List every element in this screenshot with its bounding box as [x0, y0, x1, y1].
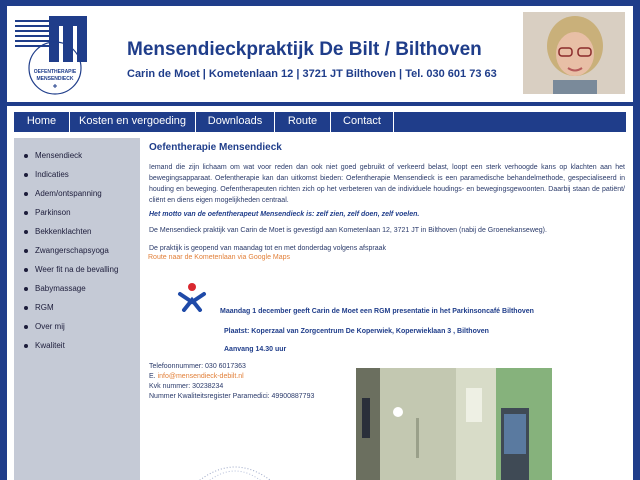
rgm-figure-icon: [176, 282, 208, 312]
sidebar-item-label: Kwaliteit: [35, 341, 65, 350]
sidebar-item-label: Bekkenklachten: [35, 227, 92, 236]
event-line-2: Plaatst: Koperzaal van Zorgcentrum De Koperwiek, Koperwieklaan 3 , Bilthoven: [224, 328, 489, 335]
sidebar-item-indicaties[interactable]: [14, 165, 140, 184]
bullet-icon: [24, 268, 28, 272]
motto-text: Het motto van de oefentherapeut Mensendieck is: zelf zien, zelf doen, zelf voelen.: [149, 211, 420, 218]
sidebar-item-over-mij[interactable]: [14, 317, 140, 336]
bullet-icon: [24, 173, 28, 177]
contact-details: [149, 362, 314, 402]
mensendieck-logo[interactable]: [13, 12, 97, 96]
sidebar-item-bekkenklachten[interactable]: [14, 222, 140, 241]
main-content: [148, 138, 628, 480]
sidebar-item-mensendieck[interactable]: [14, 146, 140, 165]
bullet-icon: [24, 344, 28, 348]
nav-home[interactable]: Home: [14, 112, 70, 132]
page-title: Oefentherapie Mensendieck: [149, 142, 282, 153]
nav-downloads[interactable]: Downloads: [196, 112, 275, 132]
kvk-number: Kvk nummer: 30238234: [149, 383, 224, 390]
kwaliteit-number: Nummer Kwaliteitsregister Paramedici: 49900887793: [149, 393, 315, 400]
sidebar-item-label: Mensendieck: [35, 151, 83, 160]
svg-text:MENSENDIECK: MENSENDIECK: [36, 76, 74, 82]
bullet-icon: [24, 230, 28, 234]
sidebar-item-kwaliteit[interactable]: [14, 336, 140, 355]
sidebar-item-label: Parkinson: [35, 208, 71, 217]
sidebar-item-weer-fit[interactable]: [14, 260, 140, 279]
bullet-icon: [24, 154, 28, 158]
page-body: [7, 106, 633, 480]
sidebar-item-label: Weer fit na de bevalling: [35, 265, 119, 274]
site-header: [7, 6, 633, 102]
decorative-swirl: [190, 456, 280, 480]
email-link[interactable]: info@mensendieck-debilt.nl: [157, 373, 244, 380]
event-announcement: [148, 278, 628, 358]
route-link[interactable]: Route naar de Kometenlaan via Google Maps: [148, 254, 291, 261]
bullet-icon: [24, 249, 28, 253]
nav-route[interactable]: Route: [275, 112, 331, 132]
sidebar-item-label: Babymassage: [35, 284, 86, 293]
bullet-icon: [24, 287, 28, 291]
sidebar-menu: [14, 138, 140, 480]
sidebar-item-zwangerschapsyoga[interactable]: [14, 241, 140, 260]
phone-number: Telefoonnummer: 030 6017363: [149, 363, 246, 370]
event-line-1: Maandag 1 december geeft Carin de Moet een RGM presentatie in het Parkinsoncafé Bilthoven: [220, 308, 534, 315]
sidebar-item-parkinson[interactable]: [14, 203, 140, 222]
sidebar-item-label: Adem/ontspanning: [35, 189, 102, 198]
intro-paragraph: Iemand die zijn lichaam om wat voor reden dan ook niet goed gebruikt of verkeerd belast, loopt een sterk verhoogde kans op klachten aan het bewegingsapparaat. Oefentherapie kan dan uitkomst bieden: Oefentherapie Mensendieck is een paramedische behandelmethode, gespecialiseerd in houding en beweging. Oefentherapeuten richten zich op het verbeteren van de individuele houdings- en bewegingsgewoonten. Daarbij staan de patiënt/ cliënt en diens eigen mogelijkheden centraal.: [149, 164, 625, 204]
sidebar-item-babymassage[interactable]: [14, 279, 140, 298]
nav-contact[interactable]: Contact: [331, 112, 394, 132]
sidebar-item-label: Zwangerschapsyoga: [35, 246, 109, 255]
bullet-icon: [24, 192, 28, 196]
sidebar-item-label: Over mij: [35, 322, 65, 331]
hours-paragraph: De praktijk is geopend van maandag tot en met donderdag volgens afspraak: [149, 245, 386, 252]
email-prefix: E.: [149, 373, 156, 380]
portrait-photo: [523, 12, 625, 94]
sidebar-item-adem-ontspanning[interactable]: [14, 184, 140, 203]
site-title: Mensendieckpraktijk De Bilt / Bilthoven: [127, 39, 482, 60]
bullet-icon: [24, 211, 28, 215]
bullet-icon: [24, 325, 28, 329]
nav-kosten-en-vergoeding[interactable]: Kosten en vergoeding: [70, 112, 196, 132]
event-line-3: Aanvang 14.30 uur: [224, 346, 287, 353]
bullet-icon: [24, 306, 28, 310]
sidebar-item-rgm[interactable]: [14, 298, 140, 317]
sidebar-item-label: RGM: [35, 303, 54, 312]
svg-text:OEFENTHERAPIE: OEFENTHERAPIE: [33, 69, 77, 75]
site-subtitle: Carin de Moet | Kometenlaan 12 | 3721 JT Bilthoven | Tel. 030 601 73 63: [127, 68, 497, 80]
location-paragraph: De Mensendieck praktijk van Carin de Moet is gevestigd aan Kometenlaan 12, 3721 JT in Bilthoven (nabij de Groenekanseweg).: [149, 227, 547, 234]
top-navigation: [14, 112, 626, 132]
practice-room-photo: [356, 368, 552, 480]
email-row: [149, 372, 314, 382]
sidebar-item-label: Indicaties: [35, 170, 69, 179]
